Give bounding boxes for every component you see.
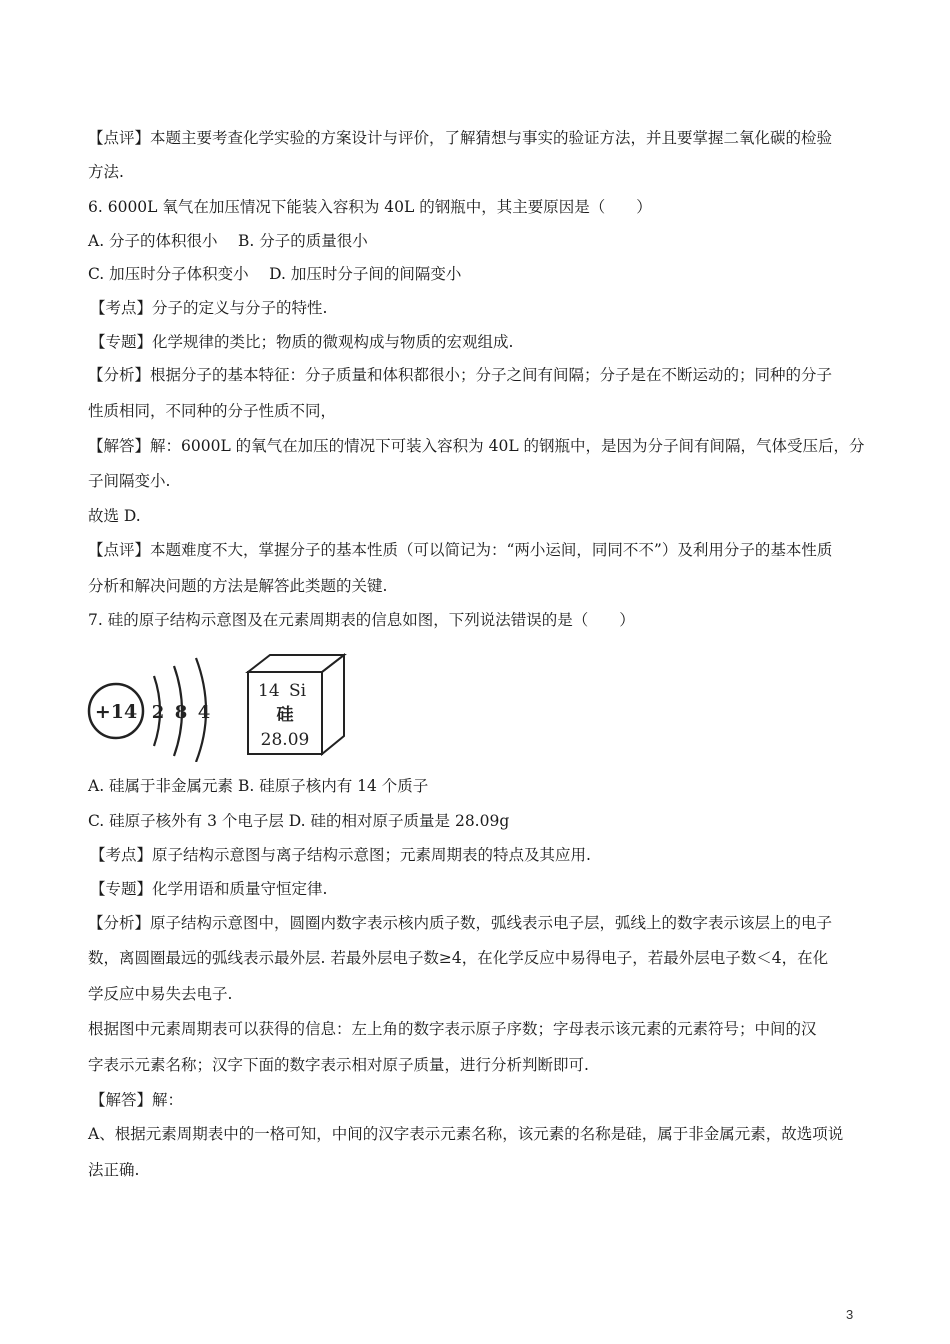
text-line: 根据图中元素周期表可以获得的信息：左上角的数字表示原子序数；字母表示该元素的元素符号；中间的汉: [88, 1020, 817, 1038]
option-line: C. 硅原子核外有 3 个电子层 D. 硅的相对原子质量是 28.09g: [88, 812, 510, 830]
text-line: 学反应中易失去电子.: [88, 985, 233, 1003]
text-line: 性质相同，不同种的分子性质不同，: [88, 402, 337, 420]
element-symbol: Si: [289, 681, 307, 701]
cube-top: [248, 655, 344, 672]
element-number: 14: [258, 681, 280, 701]
shell-count-1: 2: [151, 702, 165, 723]
page-number: 3: [846, 1307, 854, 1322]
silicon-figure: [86, 652, 386, 762]
nucleus-label: +14: [94, 701, 138, 723]
text-line: 故选 D.: [88, 507, 141, 525]
text-line: 【点评】本题难度不大，掌握分子的基本性质（可以简记为：“两小运间，同同不不”）及利用分子的基本性质: [88, 541, 833, 559]
text-line: 子间隔变小.: [88, 472, 171, 490]
option-line: A. 硅属于非金属元素 B. 硅原子核内有 14 个质子: [88, 777, 429, 795]
text-line: 法正确.: [88, 1161, 140, 1179]
shell-count-2: 8: [174, 702, 188, 723]
text-line: 【点评】本题主要考查化学实验的方案设计与评价，了解猜想与事实的验证方法，并且要掌握二氧化碳的检验: [88, 129, 833, 147]
text-line: 数，离圆圈最远的弧线表示最外层. 若最外层电子数≥4，在化学反应中易得电子，若最外层电子数＜4，在化: [88, 949, 829, 967]
atomic-mass: 28.09: [260, 730, 310, 750]
text-line: 字表示元素名称；汉字下面的数字表示相对原子质量，进行分析判断即可.: [88, 1056, 589, 1074]
text-line: 方法.: [88, 163, 124, 181]
option-line: C. 加压时分子体积变小 D. 加压时分子间的间隔变小: [88, 265, 462, 283]
text-line: 【解答】解：6000L 的氧气在加压的情况下可装入容积为 40L 的钢瓶中，是因为分子间有间隔，气体受压后，分: [88, 437, 865, 455]
text-line: 【分析】原子结构示意图中，圆圈内数字表示核内质子数，弧线表示电子层，弧线上的数字表示该层上的电子: [88, 914, 833, 932]
text-line: 分析和解决问题的方法是解答此类题的关键.: [88, 577, 388, 595]
element-name: 硅: [276, 705, 294, 725]
option-line: A. 分子的体积很小 B. 分子的质量很小: [88, 232, 368, 250]
shell-count-3: 4: [197, 702, 211, 723]
text-line: 【考点】原子结构示意图与离子结构示意图；元素周期表的特点及其应用.: [90, 846, 591, 864]
text-line: 【专题】化学用语和质量守恒定律.: [90, 880, 328, 898]
text-line: 【解答】解：: [90, 1091, 184, 1109]
text-line: A、根据元素周期表中的一格可知，中间的汉字表示元素名称，该元素的名称是硅，属于非金属元素，故选项说: [88, 1125, 844, 1143]
cube-side: [322, 655, 344, 754]
text-line: 【考点】分子的定义与分子的特性.: [90, 299, 328, 317]
question-6: 6. 6000L 氧气在加压情况下能装入容积为 40L 的钢瓶中，其主要原因是（ ）: [88, 198, 652, 216]
question-7: 7. 硅的原子结构示意图及在元素周期表的信息如图，下列说法错误的是（ ）: [88, 611, 635, 629]
text-line: 【分析】根据分子的基本特征：分子质量和体积都很小；分子之间有间隔；分子是在不断运动的；同种的分子: [88, 366, 833, 384]
text-line: 【专题】化学规律的类比；物质的微观构成与物质的宏观组成.: [90, 333, 514, 351]
